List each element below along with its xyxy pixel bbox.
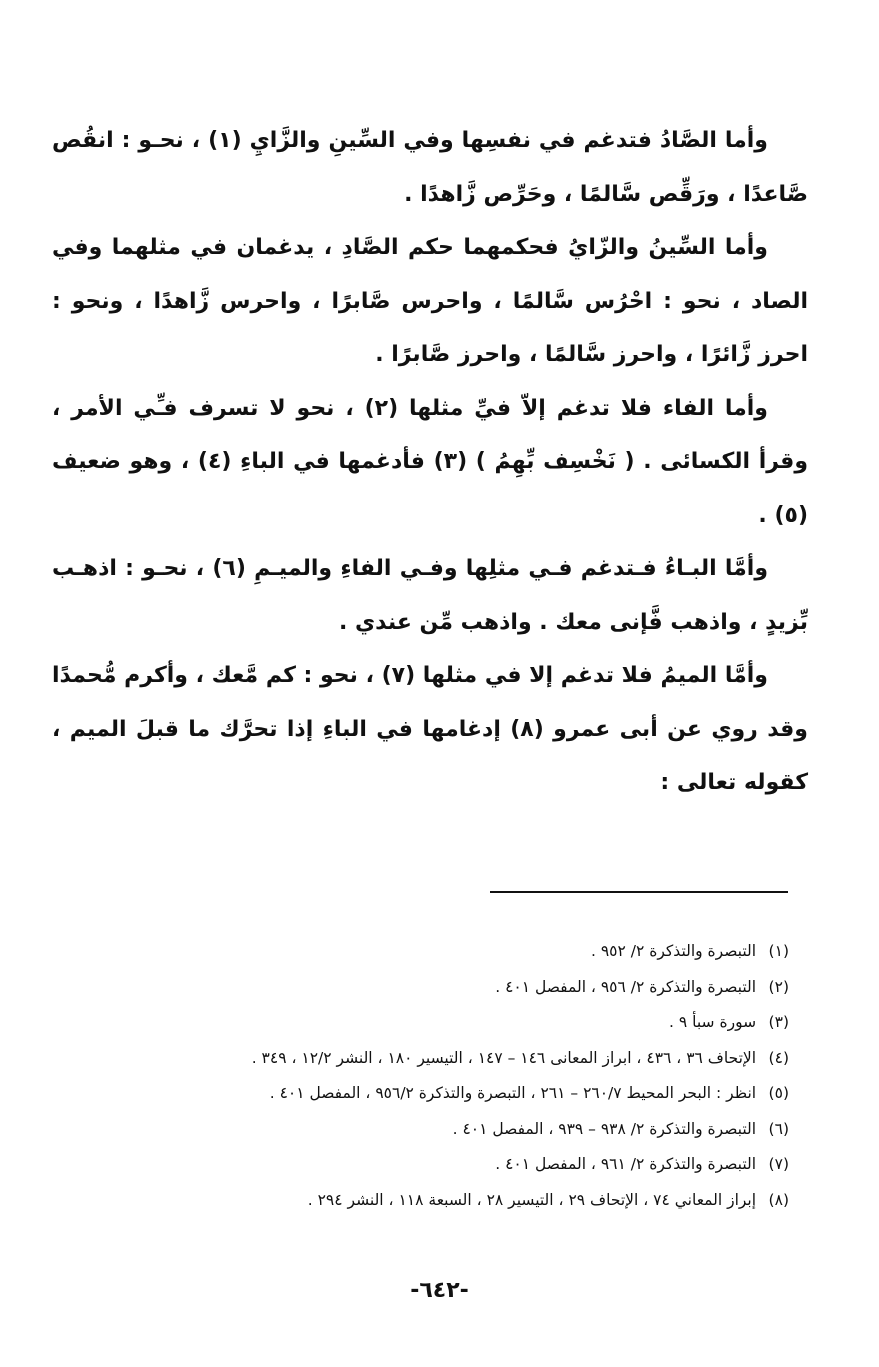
footnote-divider — [490, 891, 788, 893]
footnote-number: (٤) — [768, 1048, 789, 1067]
footnote-text: التبصرة والتذكرة ٢/ ٩٣٨ – ٩٣٩ ، المفصل ٤٠١ . — [452, 1119, 757, 1138]
main-text — [52, 114, 808, 810]
footnote-number: (٦) — [768, 1119, 789, 1138]
footnote-text: إبراز المعاني ٧٤ ، الإتحاف ٢٩ ، التيسير ٢٨ ، السبعة ١١٨ ، النشر ٢٩٤ . — [307, 1190, 757, 1209]
footnote-number: (٥) — [768, 1084, 789, 1102]
footnote-item — [109, 1005, 789, 1041]
footnote-item — [109, 1112, 789, 1148]
footnote-text: التبصرة والتذكرة ٢/ ٩٦١ ، المفصل ٤٠١ . — [495, 1155, 757, 1173]
footnote-text: الإتحاف ٣٦ ، ٤٣٦ ، ابراز المعانى ١٤٦ – ١٤٧ ، التيسير ١٨٠ ، النشر ١٢/٢ ، ٣٤٩ . — [251, 1048, 757, 1067]
footnote-item — [109, 1041, 789, 1077]
footnote-number: (١) — [768, 942, 789, 960]
footnote-item — [109, 934, 789, 970]
footnote-number: (٧) — [768, 1155, 789, 1173]
paragraph-mim: وأمَّا الميمُ فلا تدغم إلا في مثلها (٧) ، نحو : كم مَّعك ، وأكرم مُّحمدًا وقد روي عن أبى عمرو (٨) إدغامها في الباءِ إذا تحرَّك ما قبلَ الميم ، كقوله تعالى : — [52, 663, 808, 795]
footnote-item — [109, 970, 789, 1006]
footnote-text: سورة سبأ ٩ . — [669, 1013, 757, 1031]
paragraph-fa: وأما الفاء فلا تدغم إلاّ فيِّ مثلها (٢) ، نحو لا تسرف فـِّي الأمر ، وقرأ الكسائى . ( نَخْسِف بِّهِمُ ) (٣) فأدغمها في الباءِ (٤) ، وهو ضعيف (٥) . — [52, 395, 808, 528]
paragraph-sad: وأما الصَّادُ فتدغم في نفسِها وفي السِّينِ والزَّايِ (١) ، نحـو : انقُص صَّاعدًا ، ورَقِّص سَّالمًا ، وحَرِّص زَّاهدًا . — [52, 128, 808, 207]
paragraph-sin-zay: وأما السِّينُ والزّايُ فحكمهما حكم الصَّادِ ، يدغمان في مثلهما وفي الصاد ، نحو : احْرُس سَّالمًا ، واحرس صَّابرًا ، واحرس زَّاهدًا ، ونحو : احرز زَّائرًا ، واحرز سَّالمًا ، واحرز صَّابرًا . — [52, 235, 808, 367]
footnote-text: التبصرة والتذكرة ٢/ ٩٥٦ ، المفصل ٤٠١ . — [495, 977, 757, 996]
footnote-item — [109, 1076, 789, 1112]
page-number: -٦٤٢- — [410, 1278, 469, 1303]
footnotes — [109, 934, 789, 1218]
footnote-text: انظر : البحر المحيط ٢٦٠/٧ – ٢٦١ ، التبصرة والتذكرة ٩٥٦/٢ ، المفصل ٤٠١ . — [269, 1084, 757, 1102]
footnote-number: (٢) — [768, 977, 789, 996]
footnote-number: (٨) — [768, 1190, 789, 1209]
footnote-number: (٣) — [768, 1013, 789, 1031]
footnote-item — [109, 1183, 789, 1219]
paragraph-ba: وأمَّا البـاءُ فـتدغم فـي مثلِها وفـي الفاءِ والميـمِ (٦) ، نحـو : اذهـب بِّزيدٍ ، واذهب فَّإنى معك . واذهب مِّن عندي . — [52, 556, 808, 635]
footnote-item — [109, 1147, 789, 1183]
footnote-text: التبصرة والتذكرة ٢/ ٩٥٢ . — [591, 942, 757, 960]
